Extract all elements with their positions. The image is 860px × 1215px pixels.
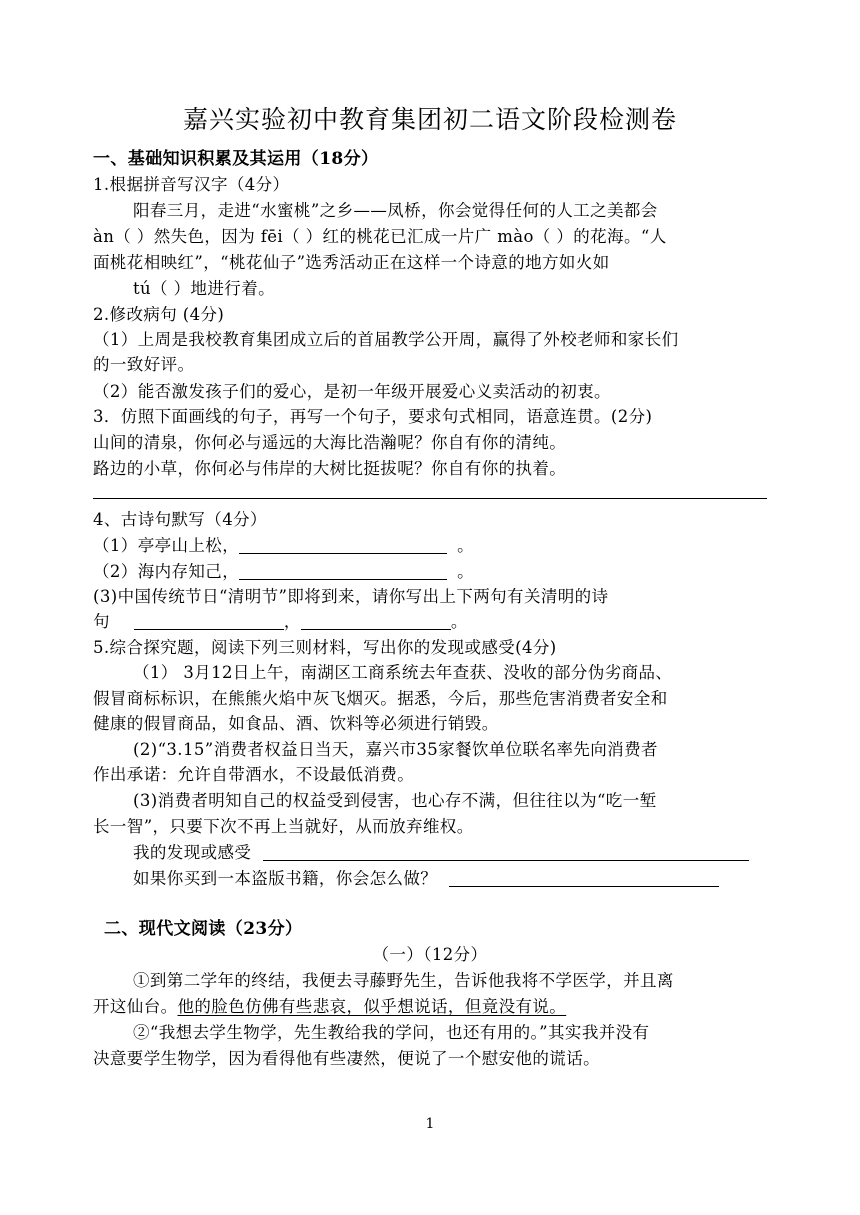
q5-prompt2-blank[interactable] bbox=[449, 868, 719, 887]
q4-s3-comma: ， bbox=[283, 612, 301, 631]
q4-s3-line2 bbox=[93, 610, 773, 634]
section1-heading: 一、基础知识积累及其运用（18分） bbox=[93, 149, 379, 169]
q4-s2-period: 。 bbox=[457, 562, 475, 581]
q4-s2 bbox=[93, 560, 773, 584]
q5-m2-line2: 作出承诺：允许自带酒水，不设最低消费。 bbox=[93, 765, 415, 784]
s2-p2-line1: ②“我想去学生物学，先生教给我的学问，也还有用的。”其实我并没有 bbox=[133, 1023, 650, 1042]
s2-p1-line1: ①到第二学年的终结，我便去寻藤野先生，告诉他我将不学医学，并且离 bbox=[133, 971, 674, 990]
q5-prompt2-text: 如果你买到一本盗版书籍，你会怎么做？ bbox=[133, 869, 438, 888]
q5-m1-line3: 健康的假冒商品，如食品、酒、饮料等必须进行销毁。 bbox=[93, 714, 499, 733]
q4-s2-blank[interactable] bbox=[239, 561, 447, 580]
q5-m3-line1: (3)消费者明知自己的权益受到侵害，也心存不满，但往往以为“吃一堑 bbox=[133, 791, 657, 810]
q1-line4: tú（ ）地进行着。 bbox=[133, 279, 276, 298]
q3-line1: 山间的清泉，你何必与遥远的大海比浩瀚呢？你自有你的清纯。 bbox=[93, 433, 567, 452]
s2-p2-line2: 决意要学生物学，因为看得他有些凄然，便说了一个慰安他的谎话。 bbox=[93, 1049, 600, 1068]
q4-label: 4、古诗句默写（4分） bbox=[93, 510, 267, 529]
q1-line1: 阳春三月，走进“水蜜桃”之乡——凤桥，你会觉得任何的人工之美都会 bbox=[133, 201, 658, 220]
q5-m1-line1: （1） 3月12日上午，南湖区工商系统去年查获、没收的部分伪劣商品、 bbox=[133, 663, 673, 682]
q1-label: 1.根据拼音写汉字（4分） bbox=[93, 175, 290, 194]
q4-s3-prefix: 句 bbox=[93, 612, 110, 631]
q2-s2: （2）能否激发孩子们的爱心，是初一年级开展爱心义卖活动的初衷。 bbox=[93, 382, 611, 401]
q4-s1-period: 。 bbox=[457, 536, 475, 555]
page-number: 1 bbox=[425, 1116, 435, 1132]
q4-s1-text: （1）亭亭山上松， bbox=[93, 536, 240, 555]
q3-label: 3．仿照下面画线的句子，再写一个句子，要求句式相同，语意连贯。(2分) bbox=[93, 407, 653, 426]
page-title: 嘉兴实验初中教育集团初二语文阶段检测卷 bbox=[182, 105, 677, 134]
q2-label: 2.修改病句 (4分) bbox=[93, 305, 225, 324]
q3-answer-line[interactable] bbox=[93, 498, 767, 499]
q4-s3-line1: (3)中国传统节日“清明节”即将到来，请你写出上下两句有关清明的诗 bbox=[93, 587, 609, 606]
q5-prompt1-blank[interactable] bbox=[263, 842, 749, 861]
s2-underlined-sentence: 他的脸色仿佛有些悲哀，似乎想说话，但竟没有说。 bbox=[177, 997, 567, 1016]
q4-s3-blank2[interactable] bbox=[301, 611, 451, 630]
q4-s3-blank1[interactable] bbox=[134, 611, 284, 630]
q5-m3-line2: 长一智”，只要下次不再上当就好，从而放弃维权。 bbox=[93, 817, 474, 836]
q5-m1-line2: 假冒商标标识，在熊熊火焰中灰飞烟灭。据悉，今后，那些危害消费者安全和 bbox=[93, 689, 668, 708]
q3-line2: 路边的小草，你何必与伟岸的大树比挺拔呢？你自有你的执着。 bbox=[93, 459, 567, 478]
q4-s1 bbox=[93, 534, 773, 558]
q5-label: 5.综合探究题，阅读下列三则材料，写出你的发现或感受(4分) bbox=[93, 638, 557, 657]
q1-line2: àn（ ）然失色，因为 fēi（ ）红的桃花已汇成一片广 mào（ ）的花海。“人 bbox=[93, 227, 667, 246]
q4-s1-blank[interactable] bbox=[239, 535, 447, 554]
q5-prompt1-text: 我的发现或感受 bbox=[133, 843, 252, 862]
q2-s1-line2: 的一致好评。 bbox=[93, 355, 195, 374]
s2-p1-line2a: 开这仙台。 bbox=[93, 997, 178, 1016]
q4-s3-period: 。 bbox=[450, 612, 468, 631]
section2-heading: 二、现代文阅读（23分） bbox=[104, 919, 303, 939]
section2-part1: （一）（12分） bbox=[372, 945, 488, 964]
q1-line3: 面桃花相映红”，“桃花仙子”选秀活动正在这样一个诗意的地方如火如 bbox=[93, 253, 610, 272]
q2-s1-line1: （1）上周是我校教育集团成立后的首届教学公开周，赢得了外校老师和家长们 bbox=[93, 330, 679, 349]
q4-s2-text: （2）海内存知己， bbox=[93, 562, 240, 581]
q5-m2-line1: (2)“3.15”消费者权益日当天，嘉兴市35家餐饮单位联名率先向消费者 bbox=[133, 740, 658, 759]
q5-prompt1 bbox=[133, 841, 773, 865]
s2-p1-line2 bbox=[93, 995, 773, 1019]
q5-prompt2 bbox=[133, 867, 773, 891]
